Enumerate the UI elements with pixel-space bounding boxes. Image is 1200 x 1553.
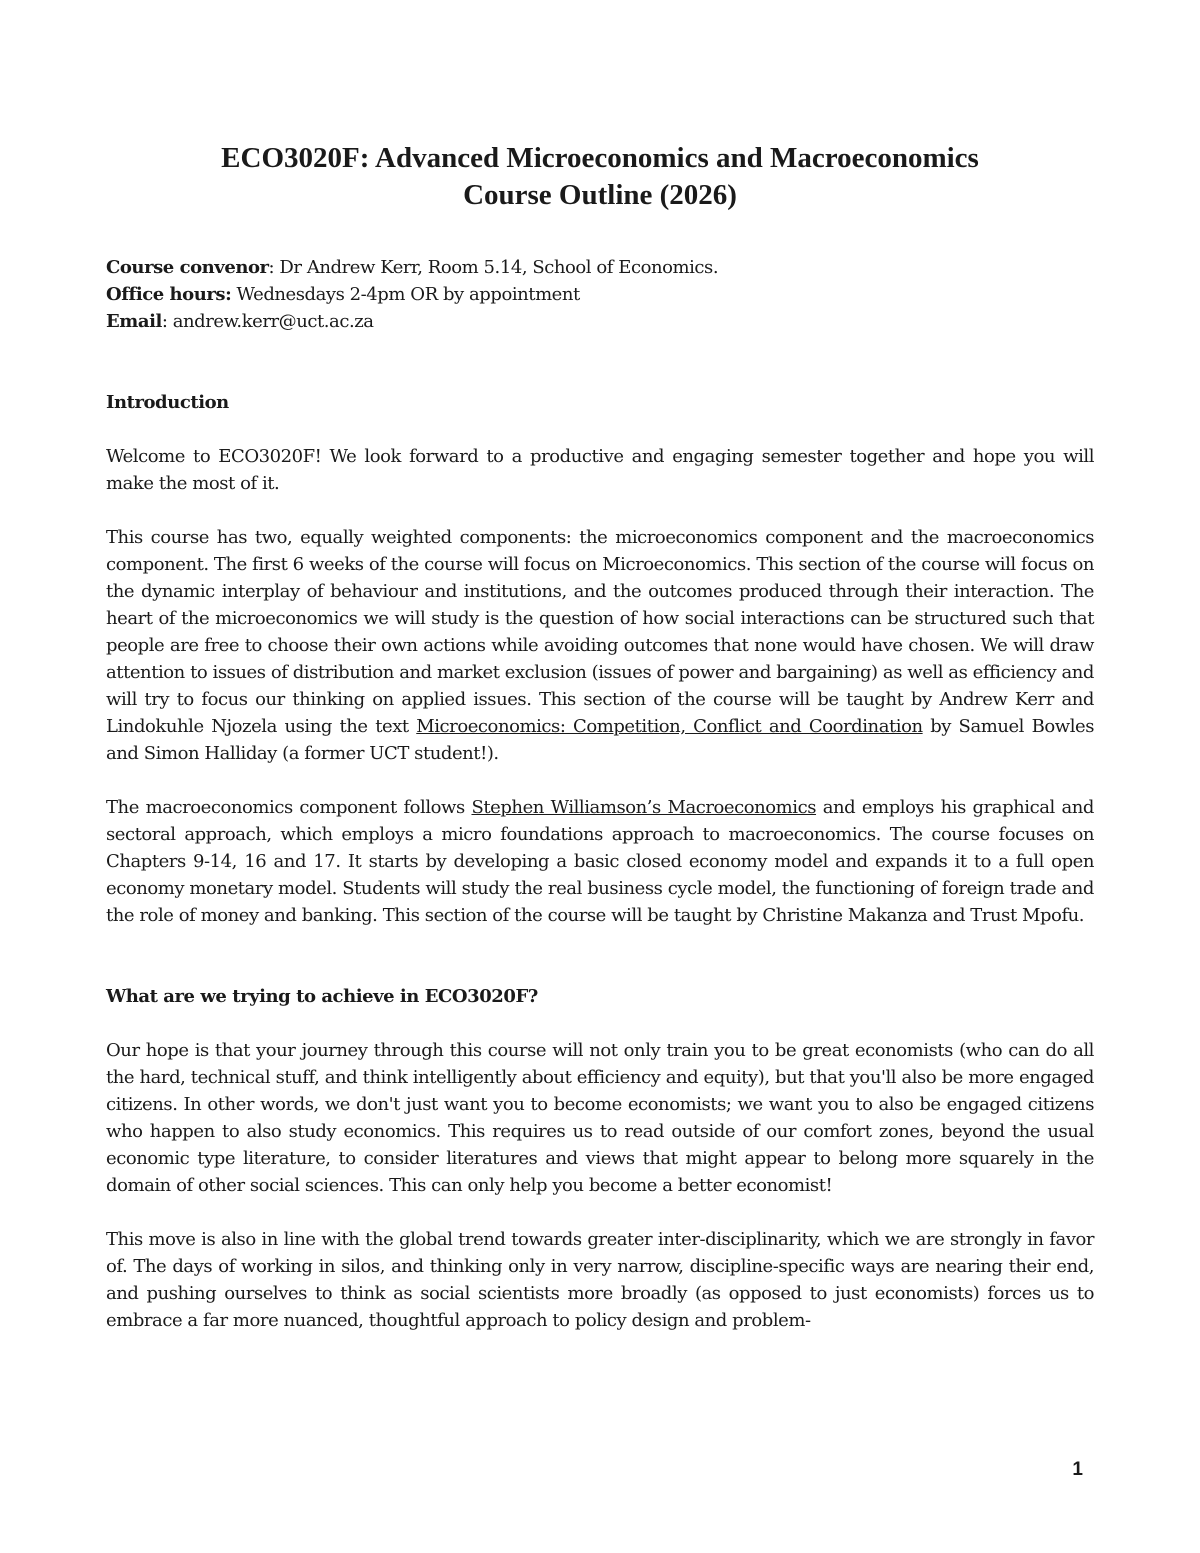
course-meta bbox=[106, 254, 1094, 335]
email-line bbox=[106, 308, 1094, 335]
goals-paragraph-2: This move is also in line with the global trend towards greater inter-disciplinarity, which we are strongly in favor of. The days of working in silos, and thinking only in very narrow, discipline-specific ways are nearing their end, and pushing ourselves to think as social scientists more broadly (as opposed to just economists) forces us to embrace a far more nuanced, thoughtful approach to policy design and problem- bbox=[106, 1229, 1094, 1331]
convenor-line bbox=[106, 254, 1094, 281]
office-hours-value: Wednesdays 2-4pm OR by appointment bbox=[231, 284, 580, 305]
title-line-2: Course Outline (2026) bbox=[463, 179, 737, 211]
macroeconomics-textbook-title: Stephen Williamson’s Macroeconomics bbox=[471, 797, 817, 818]
page-number: 1 bbox=[1072, 1459, 1083, 1480]
email-value: : andrew.kerr@uct.ac.za bbox=[161, 311, 374, 332]
introduction-paragraph-2 bbox=[106, 524, 1094, 767]
introduction-heading: Introduction bbox=[106, 392, 229, 413]
goals-heading: What are we trying to achieve in ECO3020F? bbox=[106, 986, 538, 1007]
document-title bbox=[106, 140, 1094, 214]
introduction-paragraph-1: Welcome to ECO3020F! We look forward to a productive and engaging semester together and hope you will make the most of it. bbox=[106, 446, 1094, 494]
introduction-paragraph-3-text-b: and employs his graphical and sectoral approach, which employs a micro foundations approach to macroeconomics. The course focuses on Chapters 9-14, 16 and 17. It starts by developing a basic closed economy model and expands it to a full open economy monetary model. Students will study the real business cycle model, the functioning of foreign trade and the role of money and banking. This section of the course will be taught by Christine Makanza and Trust Mpofu. bbox=[106, 797, 1094, 926]
document-page bbox=[106, 140, 1094, 1334]
goals-paragraph-1: Our hope is that your journey through this course will not only train you to be great economists (who can do all the hard, technical stuff, and think intelligently about efficiency and equity), but that you'll also be more engaged citizens. In other words, we don't just want you to become economists; we want you to also be engaged citizens who happen to also study economics. This requires us to read outside of our comfort zones, beyond the usual economic type literature, to consider literatures and views that might appear to belong more squarely in the domain of other social sciences. This can only help you become a better economist! bbox=[106, 1040, 1094, 1196]
office-hours-line bbox=[106, 281, 1094, 308]
convenor-label: Course convenor bbox=[106, 257, 269, 278]
introduction-paragraph-3 bbox=[106, 794, 1094, 929]
introduction-paragraph-3-text-a: The macroeconomics component follows bbox=[106, 797, 472, 818]
email-label: Email bbox=[106, 311, 162, 332]
convenor-value: : Dr Andrew Kerr, Room 5.14, School of Economics. bbox=[268, 257, 719, 278]
office-hours-label: Office hours: bbox=[106, 284, 232, 305]
introduction-paragraph-2-text-b: by Samuel Bowles and Simon Halliday (a former UCT student!). bbox=[106, 716, 1094, 764]
introduction-paragraph-2-text-a: This course has two, equally weighted components: the microeconomics component and the macroeconomics component. The first 6 weeks of the course will focus on Microeconomics. This section of the course will focus on the dynamic interplay of behaviour and institutions, and the outcomes produced through their interaction. The heart of the microeconomics we will study is the question of how social interactions can be structured such that people are free to choose their own actions while avoiding outcomes that none would have chosen. We will draw attention to issues of distribution and market exclusion (issues of power and bargaining) as well as efficiency and will try to focus our thinking on applied issues. This section of the course will be taught by Andrew Kerr and Lindokuhle Njozela using the text bbox=[106, 527, 1094, 737]
title-line-1: ECO3020F: Advanced Microeconomics and Macroeconomics bbox=[221, 142, 979, 174]
microeconomics-textbook-title: Microeconomics: Competition, Conflict and Coordination bbox=[416, 716, 923, 737]
